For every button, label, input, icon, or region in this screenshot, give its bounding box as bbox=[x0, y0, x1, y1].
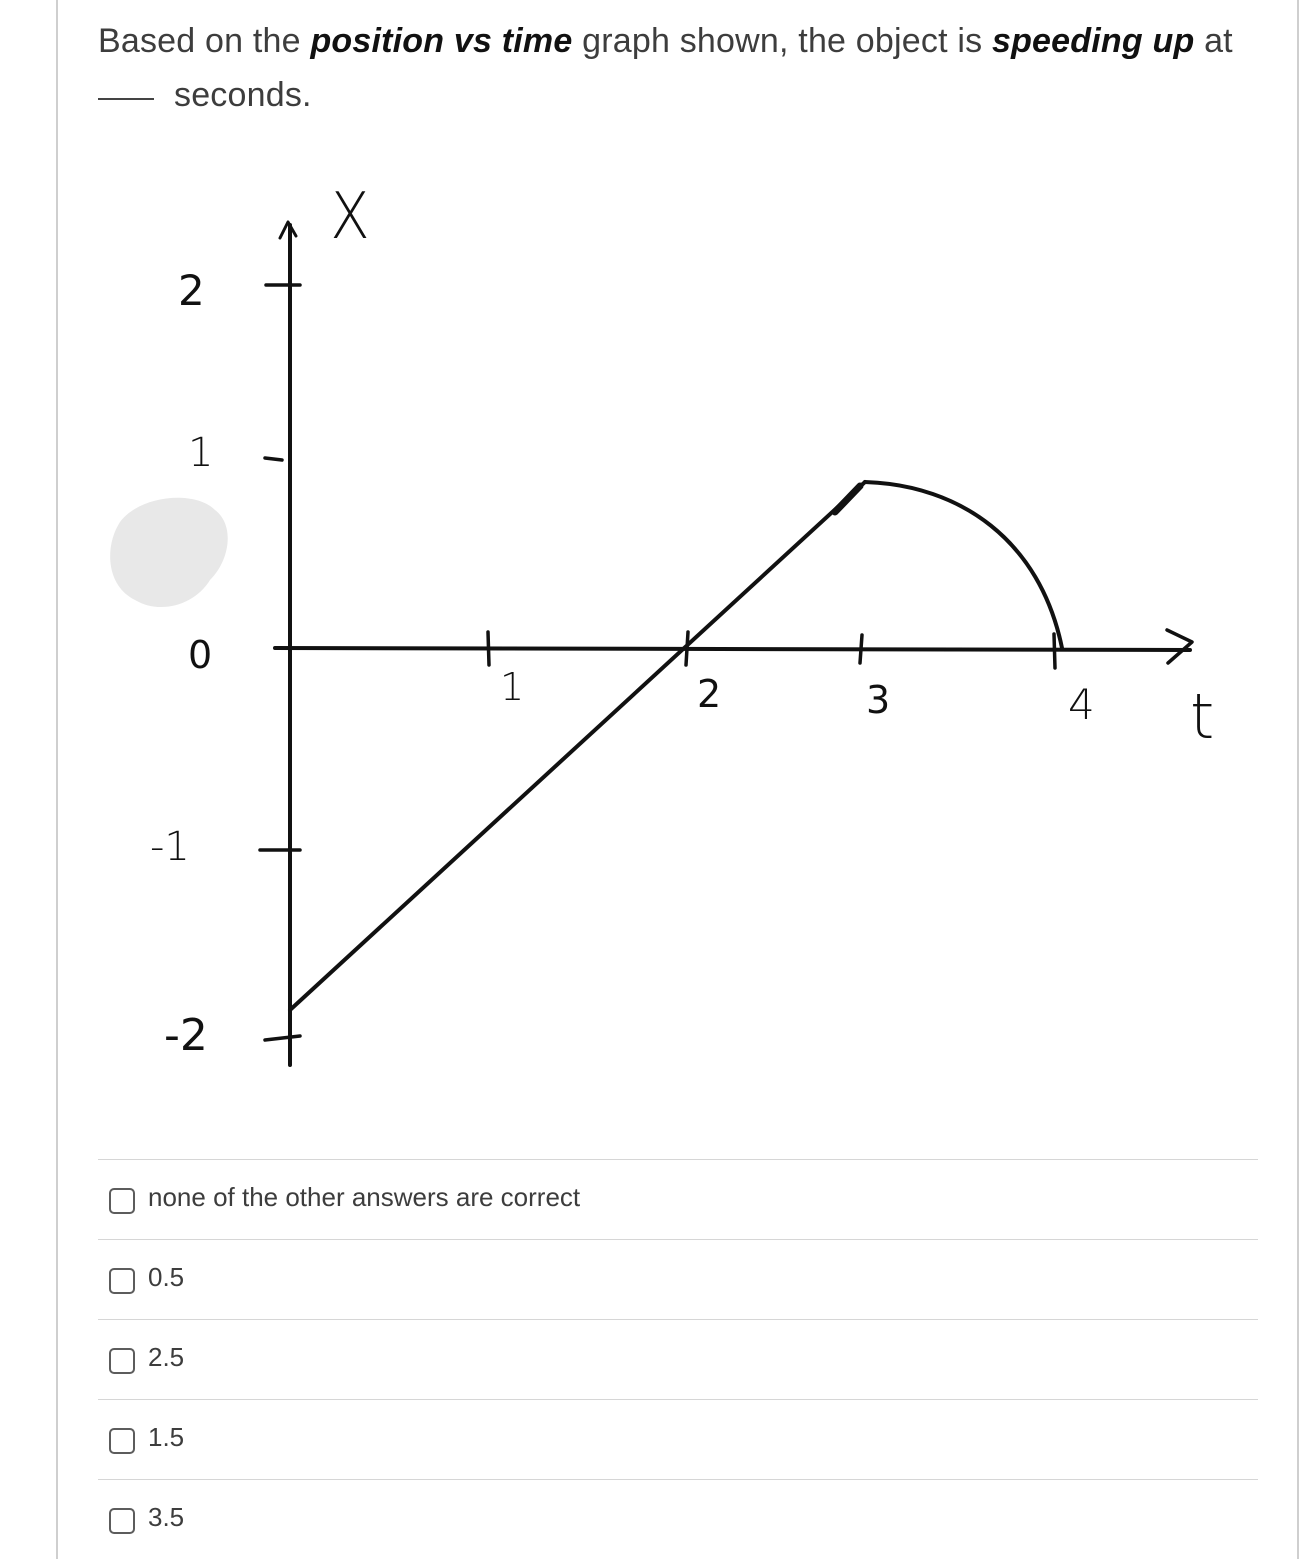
x-tick-label-4: 4 bbox=[1068, 680, 1095, 729]
question-text bbox=[98, 14, 1258, 122]
answer-label[interactable]: none of the other answers are correct bbox=[148, 1182, 581, 1212]
y-axis-label: X bbox=[330, 180, 370, 254]
graph-line-segment bbox=[290, 482, 865, 1010]
checkbox[interactable] bbox=[109, 1348, 135, 1374]
y-tick-label-2: 2 bbox=[178, 266, 205, 315]
answer-label[interactable]: 0.5 bbox=[148, 1262, 185, 1292]
answer-option[interactable] bbox=[98, 1479, 1258, 1559]
graph-curve-segment bbox=[865, 482, 1062, 648]
x-tick-label-3: 3 bbox=[866, 678, 891, 722]
right-border bbox=[1297, 0, 1299, 1559]
y-tick-minus-2 bbox=[265, 1036, 300, 1040]
graph-svg bbox=[100, 160, 1260, 1100]
x-tick-4 bbox=[1054, 634, 1055, 668]
y-tick-label-0: 0 bbox=[188, 633, 213, 677]
answer-option[interactable] bbox=[98, 1239, 1258, 1319]
question-bold-speeding-up: speeding up bbox=[991, 22, 1195, 60]
x-tick-label-2: 2 bbox=[697, 672, 722, 716]
answer-label[interactable]: 1.5 bbox=[148, 1422, 185, 1452]
y-tick-label-1: 1 bbox=[188, 430, 214, 476]
checkbox[interactable] bbox=[109, 1508, 135, 1534]
x-tick-3 bbox=[860, 635, 862, 663]
answer-option[interactable] bbox=[98, 1399, 1258, 1479]
x-tick-label-1: 1 bbox=[500, 665, 525, 709]
checkbox[interactable] bbox=[109, 1268, 135, 1294]
question-suffix: at bbox=[1194, 22, 1233, 60]
answer-option[interactable] bbox=[98, 1319, 1258, 1399]
x-axis-label: t bbox=[1190, 680, 1215, 753]
position-time-graph bbox=[100, 160, 1260, 1100]
answer-label[interactable]: 3.5 bbox=[148, 1502, 185, 1532]
question-line2: seconds. bbox=[174, 76, 312, 114]
graph-line-thick-part bbox=[835, 486, 860, 512]
answer-list bbox=[98, 1159, 1258, 1559]
left-border bbox=[56, 0, 58, 1559]
answer-option[interactable] bbox=[98, 1159, 1258, 1239]
y-tick-1 bbox=[265, 458, 282, 460]
question-prefix: Based on the bbox=[98, 22, 311, 60]
answer-blank bbox=[98, 98, 154, 100]
answer-label[interactable]: 2.5 bbox=[148, 1342, 185, 1372]
checkbox[interactable] bbox=[109, 1188, 135, 1214]
y-tick-label-minus-1: -1 bbox=[150, 824, 190, 870]
question-middle: graph shown, the object is bbox=[572, 22, 992, 60]
eraser-smudge bbox=[110, 498, 228, 607]
x-axis-arrow bbox=[1167, 630, 1192, 663]
checkbox[interactable] bbox=[109, 1428, 135, 1454]
y-tick-label-minus-2: -2 bbox=[164, 1010, 208, 1061]
question-bold-position-vs-time: position vs time bbox=[310, 22, 573, 60]
x-tick-1 bbox=[488, 632, 489, 665]
